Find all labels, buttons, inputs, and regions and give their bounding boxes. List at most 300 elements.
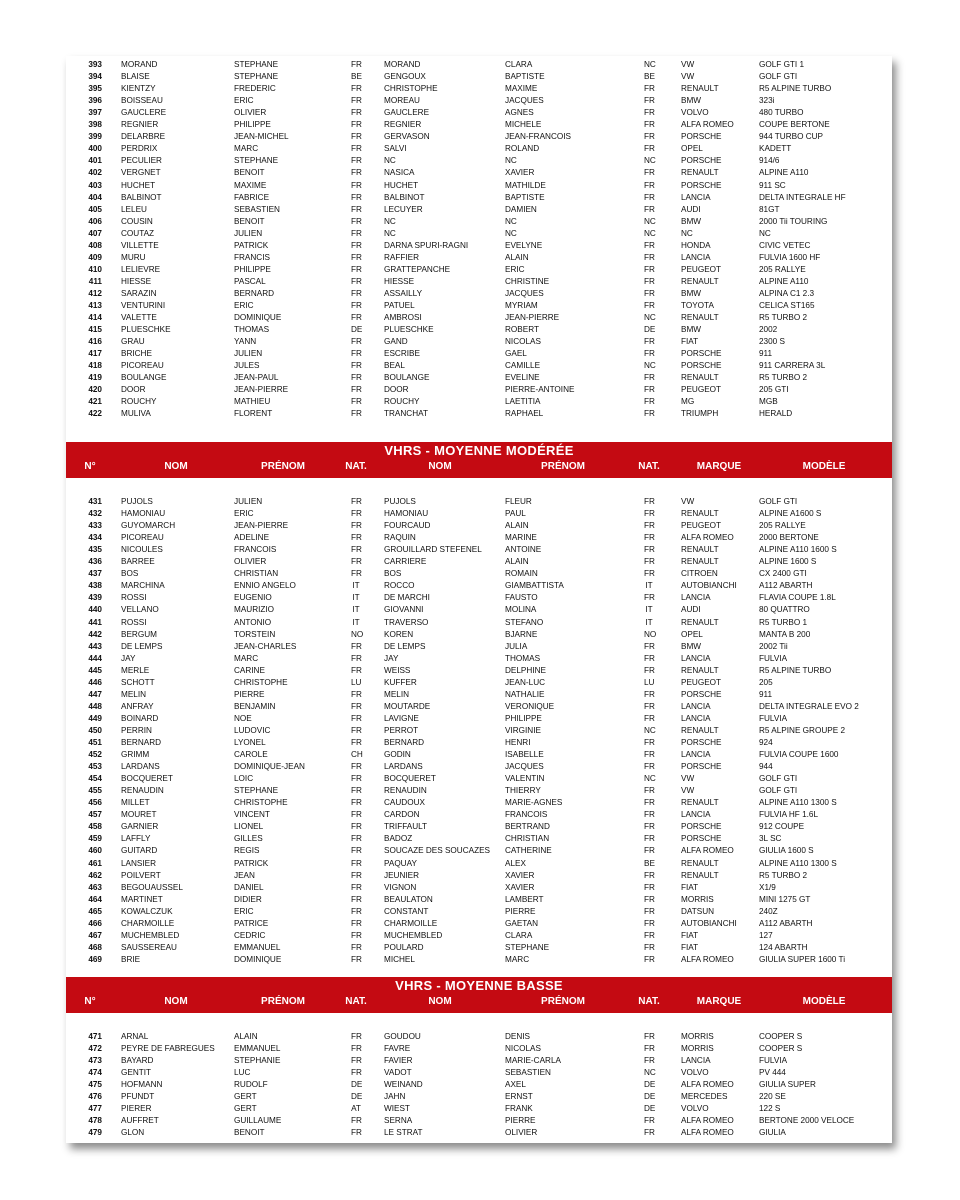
codriver-surname: JAY [384,653,399,663]
car-model: HERALD [759,409,793,419]
driver-nationality: FR [351,385,362,395]
entry-list-sheet [66,56,892,1143]
driver-firstname: VINCENT [234,810,270,820]
codriver-nationality: FR [644,786,655,796]
codriver-surname: FAVIER [384,1056,413,1066]
car-make: ALFA ROMEO [681,533,734,543]
driver-firstname: GUILLAUME [234,1116,282,1126]
codriver-surname: BEAULATON [384,894,433,904]
entry-number: 467 [88,930,102,940]
driver-surname: GRAU [121,337,145,347]
driver-nationality: FR [351,798,362,808]
car-model: FULVIA [759,653,788,663]
car-model: ALPINA C1 2.3 [759,288,815,298]
car-model: 2000 BERTONE [759,533,819,543]
entry-number: 411 [88,276,102,286]
car-model: GIULIA [759,1128,786,1138]
driver-surname: JAY [121,653,136,663]
car-make: NC [681,228,693,238]
car-model: R5 TURBO 2 [759,313,808,323]
driver-surname: CHARMOILLE [121,918,175,928]
driver-firstname: DIDIER [234,894,262,904]
driver-firstname: MAURIZIO [234,605,275,615]
codriver-nationality: NC [644,725,656,735]
car-make: VOLVO [681,1104,709,1114]
entry-number: 400 [88,144,102,154]
car-make: DATSUN [681,906,715,916]
table-row [66,71,892,83]
car-make: OPEL [681,144,703,154]
entry-number: 464 [88,894,102,904]
driver-firstname: EMMANUEL [234,942,281,952]
driver-firstname: MARC [234,144,259,154]
codriver-firstname: NICOLAS [505,1044,541,1054]
driver-nationality: FR [351,846,362,856]
codriver-surname: WEISS [384,665,411,675]
car-make: AUDI [681,204,701,214]
car-model: A112 ABARTH [759,581,813,591]
driver-nationality: CH [351,750,363,760]
car-make: RENAULT [681,276,719,286]
entry-number: 433 [88,521,102,531]
codriver-surname: GERVASON [384,132,430,142]
car-make: LANCIA [681,713,711,723]
entry-number: 398 [88,120,102,130]
driver-firstname: JULIEN [234,497,263,506]
codriver-nationality: FR [644,569,655,579]
entry-number: 460 [88,846,102,856]
table-row [66,845,892,857]
header-codriver-nationality: NAT. [638,996,660,1007]
driver-nationality: FR [351,1044,362,1054]
entry-number: 422 [88,409,102,419]
codriver-nationality: FR [644,264,655,274]
codriver-surname: SERNA [384,1116,413,1126]
table-row [66,677,892,689]
driver-firstname: PHILIPPE [234,264,271,274]
codriver-firstname: JACQUES [505,96,544,106]
section-3-title: VHRS - MOYENNE BASSE [395,978,563,993]
codriver-surname: BALBINOT [384,192,425,202]
codriver-firstname: JEAN-PIERRE [505,313,560,323]
driver-firstname: CHRISTIAN [234,569,279,579]
car-model: FULVIA [759,1056,788,1066]
table-row [66,894,892,906]
codriver-nationality: FR [644,1044,655,1054]
table-row [66,701,892,713]
driver-surname: BAYARD [121,1056,154,1066]
car-make: RENAULT [681,168,719,178]
car-make: LANCIA [681,1056,711,1066]
car-make: AUDI [681,605,701,615]
driver-firstname: STEPHANE [234,72,279,82]
codriver-nationality: FR [644,533,655,543]
codriver-surname: POULARD [384,942,424,952]
codriver-nationality: NC [644,1068,656,1078]
car-model: GOLF GTI [759,786,798,796]
driver-firstname: PATRICK [234,858,269,868]
driver-nationality: FR [351,60,362,69]
entry-number: 450 [88,725,102,735]
car-make: RENAULT [681,870,719,880]
car-model: FLAVIA COUPE 1.8L [759,593,836,603]
codriver-surname: VIGNON [384,882,417,892]
codriver-surname: TRAVERSO [384,617,429,627]
driver-surname: BOULANGE [121,373,167,383]
driver-nationality: FR [351,894,362,904]
driver-surname: MUCHEMBLED [121,930,180,940]
entry-number: 456 [88,798,102,808]
codriver-surname: PATUEL [384,301,415,310]
header-driver-surname: NOM [164,996,188,1007]
codriver-surname: JAHN [384,1092,406,1102]
codriver-firstname: PAUL [505,509,526,519]
table-row [66,809,892,821]
codriver-nationality: FR [644,497,655,506]
driver-firstname: CEDRIC [234,930,266,940]
car-model: 944 TURBO CUP [759,132,824,142]
driver-firstname: OLIVIER [234,557,267,567]
header-codriver-firstname: PRÉNOM [541,996,585,1007]
entry-number: 443 [88,641,102,651]
header-make: MARQUE [696,996,742,1007]
driver-firstname: OLIVIER [234,108,267,118]
codriver-nationality: FR [644,689,655,699]
driver-surname: GARNIER [121,822,159,832]
codriver-firstname: STEFANO [505,617,544,627]
codriver-surname: DOOR [384,385,409,395]
entry-number: 459 [88,834,102,844]
driver-firstname: LUDOVIC [234,725,271,735]
header-model: MODÈLE [802,996,846,1007]
driver-surname: GLON [121,1128,145,1138]
codriver-nationality: NC [644,60,656,69]
car-make: VW [681,774,695,784]
car-model: GIULIA SUPER 1600 Ti [759,954,846,964]
codriver-nationality: IT [645,617,653,627]
driver-nationality: NO [351,629,364,639]
header-codriver-nationality: NAT. [638,461,660,472]
codriver-nationality: FR [644,144,655,154]
car-model: CIVIC VETEC [759,240,811,250]
entry-number: 461 [88,858,102,868]
driver-nationality: DE [351,1092,363,1102]
section-3-header-band [66,977,892,1013]
driver-firstname: JULES [234,361,260,371]
entry-number: 407 [88,228,102,238]
codriver-firstname: AXEL [505,1080,526,1090]
driver-firstname: LIONEL [234,822,264,832]
codriver-surname: RAQUIN [384,533,416,543]
driver-nationality: FR [351,288,362,298]
codriver-nationality: FR [644,930,655,940]
codriver-firstname: GIAMBATTISTA [505,581,564,591]
codriver-firstname: THOMAS [505,653,541,663]
codriver-nationality: FR [644,373,655,383]
codriver-nationality: FR [644,593,655,603]
driver-firstname: YANN [234,337,257,347]
driver-nationality: FR [351,1032,362,1041]
driver-firstname: PATRICK [234,240,269,250]
codriver-firstname: ANTOINE [505,545,542,555]
table-row [66,761,892,773]
codriver-surname: PAQUAY [384,858,417,868]
codriver-firstname: THIERRY [505,786,541,796]
driver-firstname: JEAN [234,870,255,880]
driver-surname: KOWALCZUK [121,906,173,916]
codriver-firstname: CHRISTINE [505,276,550,286]
codriver-nationality: FR [644,349,655,359]
entry-number: 444 [88,653,102,663]
codriver-firstname: JACQUES [505,762,544,772]
driver-surname: NICOULES [121,545,163,555]
driver-nationality: AT [351,1104,361,1114]
codriver-nationality: NC [644,774,656,784]
codriver-firstname: NICOLAS [505,337,541,347]
codriver-nationality: FR [644,240,655,250]
entry-number: 468 [88,942,102,952]
table-row [66,192,892,204]
codriver-firstname: XAVIER [505,870,535,880]
driver-nationality: FR [351,168,362,178]
codriver-surname: GOUDOU [384,1032,421,1041]
entry-number: 431 [88,497,102,506]
codriver-surname: PERROT [384,725,419,735]
codriver-nationality: FR [644,557,655,567]
car-make: ALFA ROMEO [681,1080,734,1090]
driver-firstname: THOMAS [234,325,270,335]
codriver-firstname: BAPTISTE [505,72,545,82]
codriver-nationality: FR [644,301,655,310]
table-row [66,821,892,833]
entry-number: 434 [88,533,102,543]
codriver-nationality: FR [644,1032,655,1041]
car-model: ALPINE A110 1600 S [759,545,837,555]
codriver-firstname: CATHERINE [505,846,552,856]
car-make: PORSCHE [681,180,722,190]
driver-firstname: NOE [234,713,252,723]
codriver-firstname: BERTRAND [505,822,550,832]
driver-nationality: FR [351,204,362,214]
entry-number: 465 [88,906,102,916]
codriver-surname: WEINAND [384,1080,423,1090]
codriver-nationality: FR [644,846,655,856]
driver-firstname: STEPHANE [234,156,279,166]
codriver-nationality: FR [644,204,655,214]
driver-surname: MARCHINA [121,581,165,591]
entry-number: 415 [88,325,102,335]
car-model: 944 [759,762,773,772]
car-model: 323i [759,96,775,106]
codriver-firstname: MATHILDE [505,180,546,190]
header-driver-firstname: PRÉNOM [261,461,305,472]
entry-number: 437 [88,569,102,579]
table-row [66,1067,892,1079]
codriver-nationality: FR [644,545,655,555]
entry-number: 449 [88,713,102,723]
codriver-nationality: FR [644,132,655,142]
car-make: AUTOBIANCHI [681,581,737,591]
codriver-surname: FAVRE [384,1044,411,1054]
codriver-nationality: FR [644,653,655,663]
codriver-firstname: MOLINA [505,605,537,615]
entry-number: 414 [88,313,102,323]
entry-number: 478 [88,1116,102,1126]
car-make: RENAULT [681,798,719,808]
codriver-nationality: FR [644,918,655,928]
table-row [66,83,892,95]
codriver-nationality: FR [644,894,655,904]
table-row [66,930,892,942]
car-make: BMW [681,325,702,335]
car-make: PORSCHE [681,762,722,772]
table-row [66,1115,892,1127]
driver-surname: POILVERT [121,870,161,880]
driver-firstname: ENNIO ANGELO [234,581,296,591]
codriver-firstname: ALAIN [505,252,529,262]
driver-nationality: FR [351,665,362,675]
driver-surname: ROSSI [121,617,147,627]
driver-nationality: FR [351,762,362,772]
codriver-surname: WIEST [384,1104,410,1114]
codriver-nationality: FR [644,337,655,347]
car-make: FIAT [681,930,699,940]
codriver-nationality: FR [644,822,655,832]
codriver-surname: MELIN [384,689,410,699]
driver-nationality: FR [351,276,362,286]
driver-nationality: FR [351,738,362,747]
codriver-nationality: FR [644,882,655,892]
driver-nationality: FR [351,252,362,262]
car-model: R5 ALPINE TURBO [759,665,832,675]
car-model: 220 SE [759,1092,786,1102]
table-row [66,360,892,372]
driver-surname: VALETTE [121,313,157,323]
car-model: FULVIA COUPE 1600 [759,750,839,760]
car-make: BMW [681,216,702,226]
codriver-surname: CAUDOUX [384,798,425,808]
header-driver-nationality: NAT. [345,461,367,472]
driver-firstname: ERIC [234,906,254,916]
car-model: 240Z [759,906,778,916]
driver-firstname: ANTONIO [234,617,272,627]
driver-firstname: LYONEL [234,738,266,747]
entry-number: 408 [88,240,102,250]
codriver-firstname: DAMIEN [505,204,537,214]
table-row [66,918,892,930]
driver-nationality: FR [351,1128,362,1138]
car-make: LANCIA [681,252,711,262]
driver-surname: HUCHET [121,180,156,190]
driver-firstname: CHRISTOPHE [234,798,288,808]
car-model: 205 [759,677,773,687]
codriver-firstname: NC [505,216,517,226]
codriver-surname: GROUILLARD STEFENEL [384,545,482,555]
table-row [66,240,892,252]
driver-nationality: FR [351,1116,362,1126]
codriver-nationality: NC [644,156,656,166]
entry-number: 395 [88,84,102,94]
header-model: MODÈLE [802,461,846,472]
codriver-firstname: EVELINE [505,373,540,383]
driver-surname: PICOREAU [121,361,164,371]
entry-number: 404 [88,192,102,202]
car-make: FIAT [681,882,699,892]
table-row [66,797,892,809]
car-model: PV 444 [759,1068,786,1078]
codriver-firstname: AGNES [505,108,534,118]
car-make: PORSCHE [681,834,722,844]
driver-surname: BRICHE [121,349,152,359]
driver-surname: VELLANO [121,605,159,615]
car-model: 122 S [759,1104,781,1114]
codriver-nationality: NO [644,629,657,639]
driver-surname: PERRIN [121,725,152,735]
car-make: ALFA ROMEO [681,846,734,856]
codriver-firstname: MARC [505,954,530,964]
car-make: VW [681,60,695,69]
car-make: VW [681,72,695,82]
driver-nationality: FR [351,774,362,784]
entry-number: 435 [88,545,102,555]
entry-number: 462 [88,870,102,880]
codriver-firstname: NATHALIE [505,689,545,699]
codriver-firstname: LAMBERT [505,894,544,904]
entry-number: 420 [88,385,102,395]
car-model: 911 CARRERA 3L [759,361,826,371]
entry-number: 436 [88,557,102,567]
car-make: PORSCHE [681,738,722,747]
entry-number: 474 [88,1068,102,1078]
driver-firstname: CAROLE [234,750,268,760]
driver-surname: MOURET [121,810,157,820]
table-row [66,300,892,312]
entry-number: 454 [88,774,102,784]
entry-number: 393 [88,60,102,69]
car-model: 205 RALLYE [759,521,806,531]
driver-firstname: JEAN-PAUL [234,373,279,383]
codriver-surname: CARDON [384,810,420,820]
table-row [66,167,892,179]
driver-firstname: BENOIT [234,216,265,226]
header-codriver-firstname: PRÉNOM [541,461,585,472]
driver-nationality: FR [351,132,362,142]
codriver-firstname: JULIA [505,641,528,651]
driver-nationality: FR [351,725,362,735]
codriver-surname: ROCCO [384,581,415,591]
table-row [66,107,892,119]
codriver-nationality: FR [644,834,655,844]
codriver-surname: PUJOLS [384,497,416,506]
codriver-surname: TRIFFAULT [384,822,428,832]
codriver-surname: CHRISTOPHE [384,84,438,94]
codriver-nationality: FR [644,713,655,723]
driver-firstname: FRANCIS [234,252,270,262]
entry-number: 438 [88,581,102,591]
driver-firstname: JEAN-PIERRE [234,385,289,395]
table-row [66,408,892,420]
driver-surname: MARTINET [121,894,163,904]
table-row [66,1079,892,1091]
header-codriver-surname: NOM [428,996,452,1007]
table-row [66,544,892,556]
driver-nationality: FR [351,954,362,964]
car-model: R5 TURBO 1 [759,617,808,627]
driver-surname: BRIE [121,954,141,964]
entry-number: 396 [88,96,102,106]
table-row [66,942,892,954]
codriver-firstname: MAXIME [505,84,538,94]
